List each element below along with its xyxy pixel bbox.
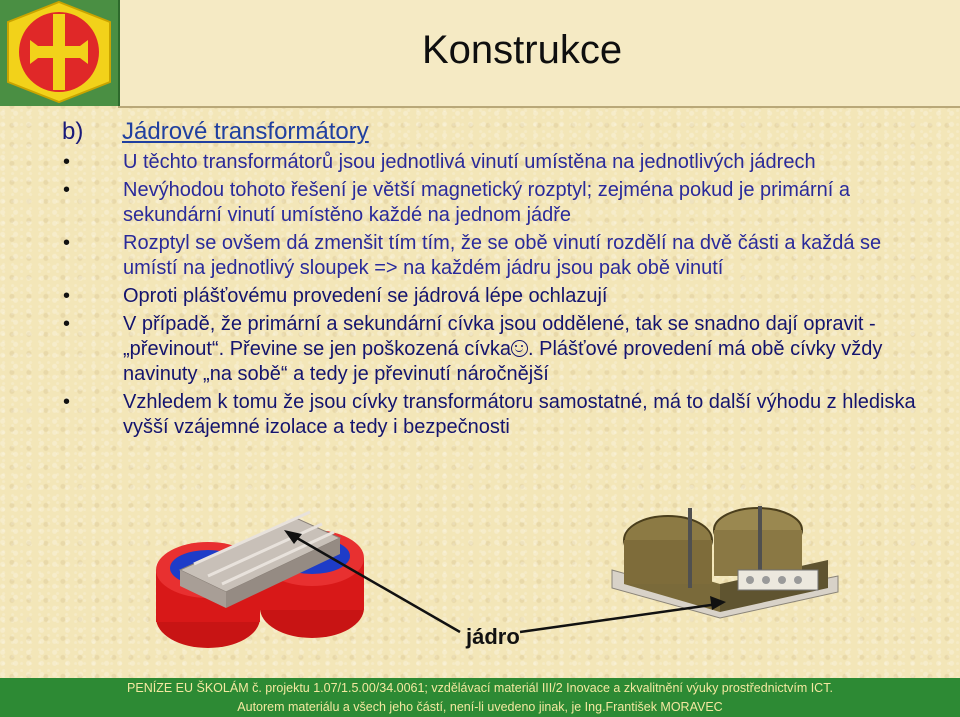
core-label: jádro: [466, 624, 520, 649]
bullet-text: . Plášťové provedení má obě cívky vždy navinuty „na sobě“ a tedy je převinutí náročnější: [123, 338, 883, 385]
school-logo: [0, 0, 120, 106]
section-number: b): [62, 118, 84, 145]
bullet-text: Oproti plášťovému provedení se jádrová lépe ochlazují: [123, 285, 608, 307]
bullet-icon: •: [63, 285, 71, 307]
bullet-list: [62, 150, 922, 443]
footer-line-2: Autorem materiálu a všech jeho částí, není-li uvedeno jinak, je Ing.František MORAVEC: [237, 700, 723, 714]
slide-title: Konstrukce: [422, 28, 623, 72]
bullet-icon: •: [63, 232, 71, 254]
bullet-text: Vzhledem k tomu že jsou cívky transformátoru samostatné, má to další výhodu z hlediska vyšší vzájemné izolace a tedy i bezpečnosti: [123, 391, 916, 438]
bullet-icon: •: [63, 179, 71, 201]
real-transformer-drawing: [612, 506, 838, 618]
list-item: [62, 312, 922, 387]
logo-emblem-icon: [2, 0, 116, 104]
list-item: [62, 150, 922, 175]
list-item: [62, 231, 922, 281]
bullet-text: V případě, že primární a sekundární cívka jsou oddělené, tak se snadno dají opravit - „převinout“. Převine se jen poškozená cívka: [123, 313, 876, 360]
section-title: Jádrové transformátory: [122, 118, 369, 145]
footer-line-1: PENÍZE EU ŠKOLÁM č. projektu 1.07/1.5.00/34.0061; vzdělávací materiál III/2 Inovace a zkvalitnění výuky prostřednictvím ICT.: [127, 681, 833, 695]
footer: [0, 678, 960, 717]
smiley-icon: [511, 340, 528, 357]
list-item: [62, 178, 922, 228]
section-heading: [62, 118, 369, 146]
bullet-icon: •: [63, 151, 71, 173]
list-item: [62, 284, 922, 309]
transformer-figures: [0, 500, 960, 678]
bullet-text: U těchto transformátorů jsou jednotlivá vinutí umístěna na jednotlivých jádrech: [123, 151, 816, 173]
bullet-icon: •: [63, 391, 71, 413]
core-type-transformer-drawing: [156, 512, 364, 648]
bullet-icon: •: [63, 313, 71, 335]
bullet-text: Nevýhodou tohoto řešení je větší magnetický rozptyl; zejména pokud je primární a sekundární vinutí umístěno každé na jednom jádře: [123, 179, 851, 226]
list-item: [62, 390, 922, 440]
bullet-text: Rozptyl se ovšem dá zmenšit tím tím, že se obě vinutí rozdělí na dvě části a každá se umístí na jednotlivý sloupek => na každém jádru jsou pak obě vinutí: [123, 232, 882, 279]
